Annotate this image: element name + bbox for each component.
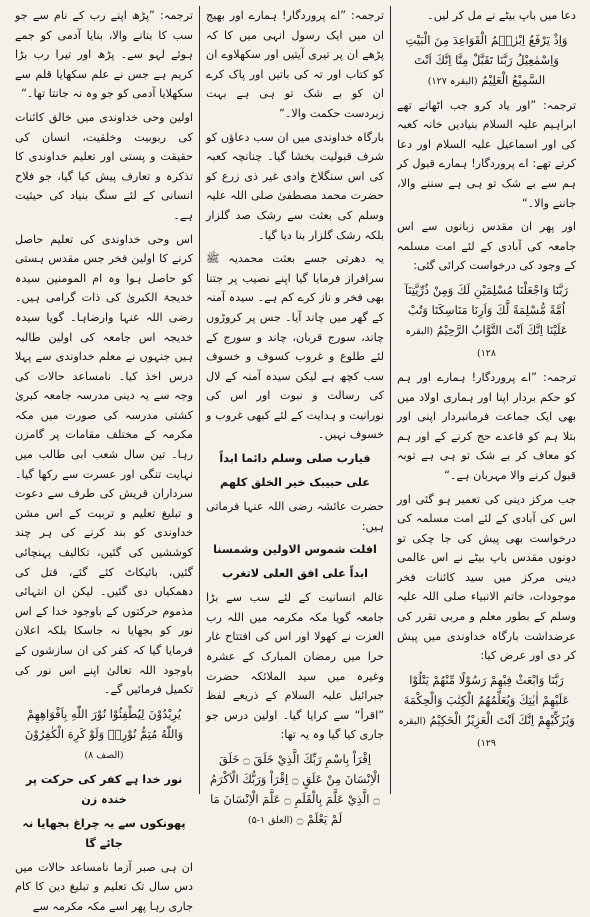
paragraph: ترجمہ: ”اور یاد کرو جب اٹھاتے تھے ابراہیم علیہ السلام بنیادیں خانہ کعبہ کی اور اسماعیل علیہ السلام اور دعا کرتے تھے: اے پروردگار! ہمارے قبول کر ہم سے بے شک تو ہی ہے سننے والا، جاننے والا۔“ <box>397 98 576 210</box>
paragraph: یہ دھرتی جسے بعثت محمدیہ ﷺ سرافراز فرمایا گیا اپنے نصیب پر جتنا بھی فخر و ناز کرے کم ہے۔ سیدہ آمنہ کے گھر میں چاند آیا۔ جس پر کروڑوں چاند، سورج قربان، چاند و سورج کے لئے طلوع و غروب کسوف و خسوف سب کچھ ہے لیکن سیدہ آمنہ کے لال کی رسالت و نبوت اور اس کی نورانیت و ہدایت کے لئے کبھی غروب و خسوف نہیں۔ <box>206 252 384 442</box>
verse-text: رَبَّنَا وَابْعَثْ فِيْهِمْ رَسُوْلًا مِّنْهُمْ يَتْلُوْا عَلَيْهِمْ اٰيٰتِكَ وَيُعَلِّمُهُمُ الْكِتٰبَ وَالْحِكْمَةَ وَيُزَكِّيْهِمْ اِنَّكَ اَنْتَ الْعَزِيْزُ الْحَكِيْمُ <box>403 672 575 727</box>
verse-couplet-line: نور خدا ہے کفر کی حرکت پر خندہ زن <box>25 772 183 806</box>
quran-verse <box>15 704 193 766</box>
paragraph: ترجمہ: ”اے پروردگار! ہمارے اور بھیج ان میں ایک رسول انہی میں کا کہ پڑھے ان پر تیری آیتیں اور سکھلاوے ان کو کتاب اور تہ کی باتیں اور پاک کرے ان کو بے شک تو ہی ہے بہت زبردست حکمت والا۔“ <box>206 9 384 120</box>
paragraph: حضرت عائشہ رضی اللہ عنہا فرماتی ہیں: <box>206 500 384 533</box>
paragraph: دعا میں باپ بیٹے نے مل کر لیں۔ <box>427 9 576 22</box>
paragraph: ترجمہ: ”پڑھ اپنے رب کے نام سے جو سب کا بنانے والا، بنایا آدمی کو جمے ہوئے لہو سے۔ پڑھ اور تیرا رب بڑا کریم ہے جس نے علم سکھایا قلم سے سکھلایا آدمی کو جو وہ نہ جانتا تھا۔“ <box>15 9 193 101</box>
verse-couplet-line: افلت شموس الاولین وشمسنا <box>213 543 377 557</box>
verse-text: يُرِيْدُوْنَ لِيُطْفِئُوْا نُوْرَ اللّٰهِ بِاَفْوَاهِهِمْ وَاللّٰهُ مُتِمُّ نُوْرِهٖ وَلَوْ كَرِهَ الْكٰفِرُوْنَ <box>24 706 184 741</box>
text-column-right <box>391 6 582 794</box>
verse-reference: (الصف ۸) <box>84 749 124 761</box>
verse-couplet-line: علی حبیبک خیر الخلق کلھم <box>220 476 370 490</box>
verse-reference: (البقرہ ۱۲۹) <box>398 715 497 749</box>
quran-verse <box>206 749 384 831</box>
text-column-left <box>9 6 200 913</box>
verse-reference: (العلق ۱-۵) <box>247 815 293 826</box>
verse-reference: (البقرہ ۱۲۷) <box>427 75 478 87</box>
verse-text: رَبَّنَا وَاجْعَلْنَا مُسْلِمَيْنِ لَكَ وَمِنْ ذُرِّيَّتِنَآ اُمَّةً مُّسْلِمَةً لَّكَ وَاَرِنَا مَنَاسِكَنَا وَتُبْ عَلَيْنَا اِنَّكَ اَنْتَ التَّوَّابُ الرَّحِيْمُ <box>404 282 569 337</box>
paragraph: اس وحی خداوندی کی تعلیم حاصل کرنے کا اولین فخر جس مقدس ہستی کو حاصل ہوا وہ ام المومنین سیدہ خدیجۃ الکبریٰ کی ذات گرامی ہیں۔ رضی اللہ عنہا وارضاہا۔ گویا سیدہ خدیجہ اس جامعہ کی اولین طالبہ ہیں جنہوں نے معلم خداوندی سے پہلا درس اخذ کیا۔ نامساعد حالات کی وجہ سے یہ دینی مدرسہ جامعہ کبریٰ کشتی مدرسہ کی صورت میں مکہ مکرمہ کے مختلف مقامات پر گامزن رہا۔ تین سال شعب ابی طالب میں نہایت تنگی اور عسرت سے رکھا گیا۔ سرداران قریش کی طرف سے دعوت و تبلیغ تعلیم و تربیت کے اس مشن خداوندی کو بند کرنے کی ہر چند کوششیں کی گئیں، تکالیف پہنچائی گئیں، بائیکاٹ کئے گئے، قتل کی دھمکیاں دی گئیں۔ لیکن ان انتہائی مذموم حرکتوں کے باوجود خدا کے اس نور کو بجھایا نہ جاسکا بلکہ اعلان فرمایا گیا کہ کفر کی ان سازشوں کے باوجود اللہ تعالیٰ اپنے اس نور کی تکمیل فرمائیں گے۔ <box>15 232 193 697</box>
paragraph: ترجمہ: ”اے پروردگار! ہمارے اور ہم کو حکم بردار اپنا اور ہماری اولاد میں بھی ایک جماعت فرمانبردار اپنی اور بتلا ہم کو قاعدے حج کرنے کے اور ہم کو معاف کر بے شک تو ہی ہے توبہ قبول کرنے والا مہربان ہے۔“ <box>397 370 576 482</box>
paragraph: اور پھر ان مقدس زبانوں سے اس جامعہ کی آبادی کے لئے امت مسلمہ کے وجود کی درخواست کرائی گئی: <box>397 220 576 273</box>
paragraph: ان ہی صبر آزما نامساعد حالات میں دس سال تک تعلیم و تبلیغ دین کا کام جاری رہا پھر اسے مکہ مکرمہ سے <box>15 860 193 913</box>
verse-text: اِقْرَاْ بِاسْمِ رَبِّكَ الَّذِيْ خَلَقَ ۝ خَلَقَ الْاِنْسَانَ مِنْ عَلَقٍ ۝ اِقْرَاْ وَرَبُّكَ الْاَكْرَمُ ۝ الَّذِيْ عَلَّمَ بِالْقَلَمِ ۝ عَلَّمَ الْاِنْسَانَ مَا لَمْ يَعْلَمْ ۝ <box>210 752 380 826</box>
paragraph: اولین وحی خداوندی میں خالق کائنات کی ربوبیت وخلقیت، انسان کی حقیقت و پستی اور تعلیم خداوندی کا تذکرہ و تعارف پیش کیا گیا، جو فلاح انسانی کے لئے سنگ بنیاد کی حیثیت ہے۔ <box>15 110 193 222</box>
verse-couplet-line: پھونکوں سے یہ چراغ بجھایا نہ جائے گا <box>22 816 186 850</box>
quran-verse <box>397 670 576 754</box>
paragraph: عالم انسانیت کے لئے سب سے بڑا جامعہ گویا مکہ مکرمہ میں اللہ رب العزت نے کھولا اور اس کی افتتاح غار حرا میں رمضان المبارک کے عشرہ وغیرہ میں سید الملائکہ حضرت جبرائیل علیہ السلام کے ذریعے لفظ ”اقرأ“ سے کرایا گیا۔ اولین درس جو جاری کیا گیا وہ یہ تھا: <box>206 591 384 742</box>
text-column-middle <box>200 6 391 826</box>
paragraph: بارگاہ خداوندی میں ان سب دعاؤں کو شرف قبولیت بخشا گیا۔ چنانچہ کعبہ کی اس سنگلاخ وادی غیر ذی زرع کو حضرت محمد مصطفیٰ صلی اللہ علیہ وسلم کی بعثت سے رشک صد گلزار بلکہ رشک گلزار بنا دیا گیا۔ <box>206 130 384 242</box>
paragraph: جب مرکز دینی کی تعمیر ہو گئی اور اس کی آبادی کے لئے امت مسلمہ کی درخواست بھی پیش کی جا چکی تو دونوں مقدس باپ بیٹے نے اس عالمی دینی مرکز میں سید کائنات فخر موجودات، خاتم الانبیاء صلی اللہ علیہ وسلم کے بطور معلم و مربی تقرر کی عرضداشت بارگاہ خداوندی میں پیش کر دی اور عرض کیا: <box>397 492 576 663</box>
verse-text: وَاِذْ يَرْفَعُ اِبْرٰهٖمُ الْقَوَاعِدَ مِنَ الْبَيْتِ وَاِسْمٰعِيْلُ رَبَّنَا تَقَبَّلْ مِنَّا اِنَّكَ اَنْتَ السَّمِيْعُ الْعَلِيْمُ <box>405 32 568 87</box>
quran-verse <box>397 280 576 364</box>
verse-reference: (البقرہ ۱۲۸) <box>405 325 497 359</box>
verse-couplet-line: فیارب صلی وسلم دائما ابداً <box>219 452 371 466</box>
verse-couplet-line: ابداً علی افق العلی لاتغرب <box>222 567 368 581</box>
quran-verse <box>397 30 576 92</box>
